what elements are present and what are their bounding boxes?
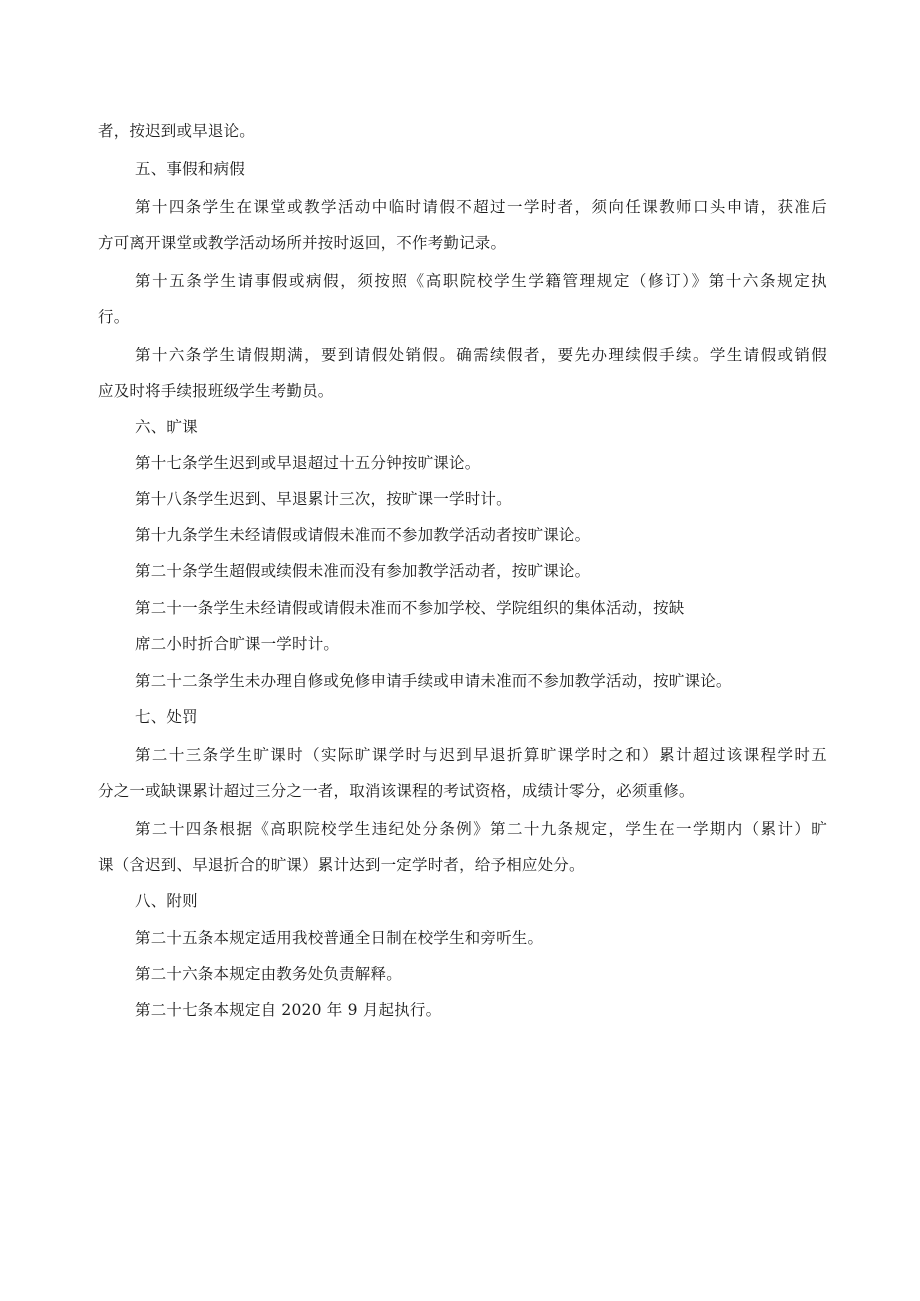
- article-19: 第十九条学生未经请假或请假未准而不参加教学活动者按旷课论。: [135, 526, 591, 544]
- article-22: 第二十二条学生未办理自修或免修申请手续或申请未准而不参加教学活动，按旷课论。: [135, 672, 732, 690]
- article-17: 第十七条学生迟到或早退超过十五分钟按旷课论。: [135, 454, 481, 472]
- article-26: 第二十六条本规定由教务处负责解释。: [135, 965, 402, 983]
- article-15-line-2: 行。: [98, 308, 130, 326]
- article-15-line-1: 第十五条学生请事假或病假，须按照《高职院校学生学籍管理规定（修订）》第十六条规定执: [135, 272, 827, 290]
- article-20: 第二十条学生超假或续假未准而没有参加教学活动者，按旷课论。: [135, 562, 591, 580]
- paragraph-line: 者，按迟到或早退论。: [98, 122, 256, 140]
- article-25: 第二十五条本规定适用我校普通全日制在校学生和旁听生。: [135, 929, 544, 947]
- article-27: 第二十七条本规定自 2020 年 9 月起执行。: [135, 1001, 442, 1019]
- article-23-line-1: 第二十三条学生旷课时（实际旷课学时与迟到早退折算旷课学时之和）累计超过该课程学时五: [135, 746, 827, 764]
- section-heading: 八、附则: [135, 892, 198, 910]
- article-18: 第十八条学生迟到、早退累计三次，按旷课一学时计。: [135, 490, 512, 508]
- article-21-line-2: 席二小时折合旷课一学时计。: [135, 635, 340, 653]
- article-14-line-1: 第十四条学生在课堂或教学活动中临时请假不超过一学时者，须向任课教师口头申请，获准后: [135, 198, 827, 216]
- article-24-line-2: 课（含迟到、早退折合的旷课）累计达到一定学时者，给予相应处分。: [98, 856, 585, 874]
- article-16-line-1: 第十六条学生请假期满，要到请假处销假。确需续假者，要先办理续假手续。学生请假或销假: [135, 346, 827, 364]
- article-16-line-2: 应及时将手续报班级学生考勤员。: [98, 382, 334, 400]
- article-24-line-1: 第二十四条根据《高职院校学生违纪处分条例》第二十九条规定，学生在一学期内（累计）旷: [135, 820, 827, 838]
- article-21-line-1: 第二十一条学生未经请假或请假未准而不参加学校、学院组织的集体活动，按缺: [135, 599, 685, 617]
- article-23-line-2: 分之一或缺课累计超过三分之一者，取消该课程的考试资格，成绩计零分，必须重修。: [98, 782, 695, 800]
- section-heading: 七、处罚: [135, 708, 198, 726]
- section-heading: 五、事假和病假: [135, 160, 245, 178]
- section-heading: 六、旷课: [135, 418, 198, 436]
- article-14-line-2: 方可离开课堂或教学活动场所并按时返回，不作考勤记录。: [98, 234, 507, 252]
